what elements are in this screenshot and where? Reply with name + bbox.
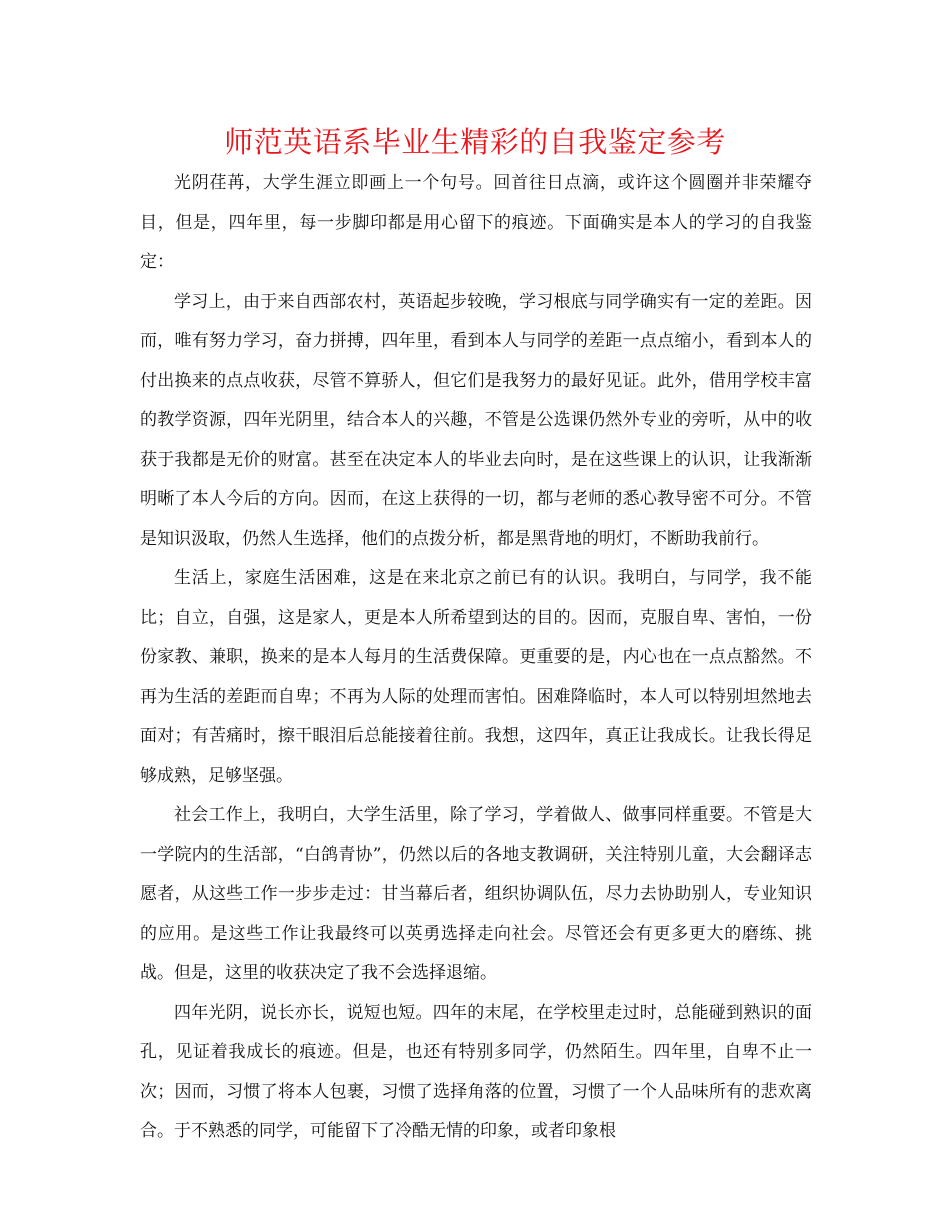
paragraph-four-years: 四年光阴，说长亦长，说短也短。四年的末尾，在学校里走过时，总能碰到熟识的面孔，见证着我成长的痕迹。但是，也还有特别多同学，仍然陌生。四年里，自卑不止一次；因而，习惯了将本人包裹，习惯了选择角落的位置，习惯了一个人品味所有的悲欢离合。于不熟悉的同学，可能留下了冷酷无情的印象，或者印象根 bbox=[140, 1002, 812, 1141]
paragraph-life: 生活上，家庭生活困难，这是在来北京之前已有的认识。我明白，与同学，我不能比；自立，自强，这是家人，更是本人所希望到达的目的。因而，克服自卑、害怕，一份份家教、兼职，换来的是本人每月的生活费保障。更重要的是，内心也在一点点豁然。不再为生活的差距而自卑；不再为人际的处理而害怕。困难降临时，本人可以特别坦然地去面对；有苦痛时，擦干眼泪后总能接着往前。我想，这四年，真正让我成长。让我长得足够成熟，足够坚强。 bbox=[140, 568, 812, 786]
document-title: 师范英语系毕业生精彩的自我鉴定参考 bbox=[224, 125, 726, 159]
document-body bbox=[140, 164, 812, 1152]
paragraph-social-work: 社会工作上，我明白，大学生活里，除了学习，学着做人、做事同样重要。不管是大一学院内的生活部，“白鸽青协”，仍然以后的各地支教调研，关注特别儿童，大会翻译志愿者，从这些工作一步步走过：甘当幕后者，组织协调队伍，尽力去协助别人，专业知识的应用。是这些工作让我最终可以英勇选择走向社会。尽管还会有更多更大的磨练、挑战。但是，这里的收获决定了我不会选择退缩。 bbox=[140, 805, 812, 983]
paragraph-intro: 光阴荏苒，大学生涯立即画上一个句号。回首往日点滴，或许这个圆圈并非荣耀夺目，但是，四年里，每一步脚印都是用心留下的痕迹。下面确实是本人的学习的自我鉴定： bbox=[140, 173, 812, 272]
paragraph-study: 学习上，由于来自西部农村，英语起步较晚，学习根底与同学确实有一定的差距。因而，唯有努力学习，奋力拼搏，四年里，看到本人与同学的差距一点点缩小，看到本人的付出换来的点点收获，尽管不算骄人，但它们是我努力的最好见证。此外，借用学校丰富的教学资源，四年光阴里，结合本人的兴趣，不管是公选课仍然外专业的旁听，从中的收获于我都是无价的财富。甚至在决定本人的毕业去向时，是在这些课上的认识，让我渐渐明晰了本人今后的方向。因而，在这上获得的一切，都与老师的悉心教导密不可分。不管是知识汲取，仍然人生选择，他们的点拨分析，都是黑背地的明灯，不断助我前行。 bbox=[140, 291, 812, 549]
